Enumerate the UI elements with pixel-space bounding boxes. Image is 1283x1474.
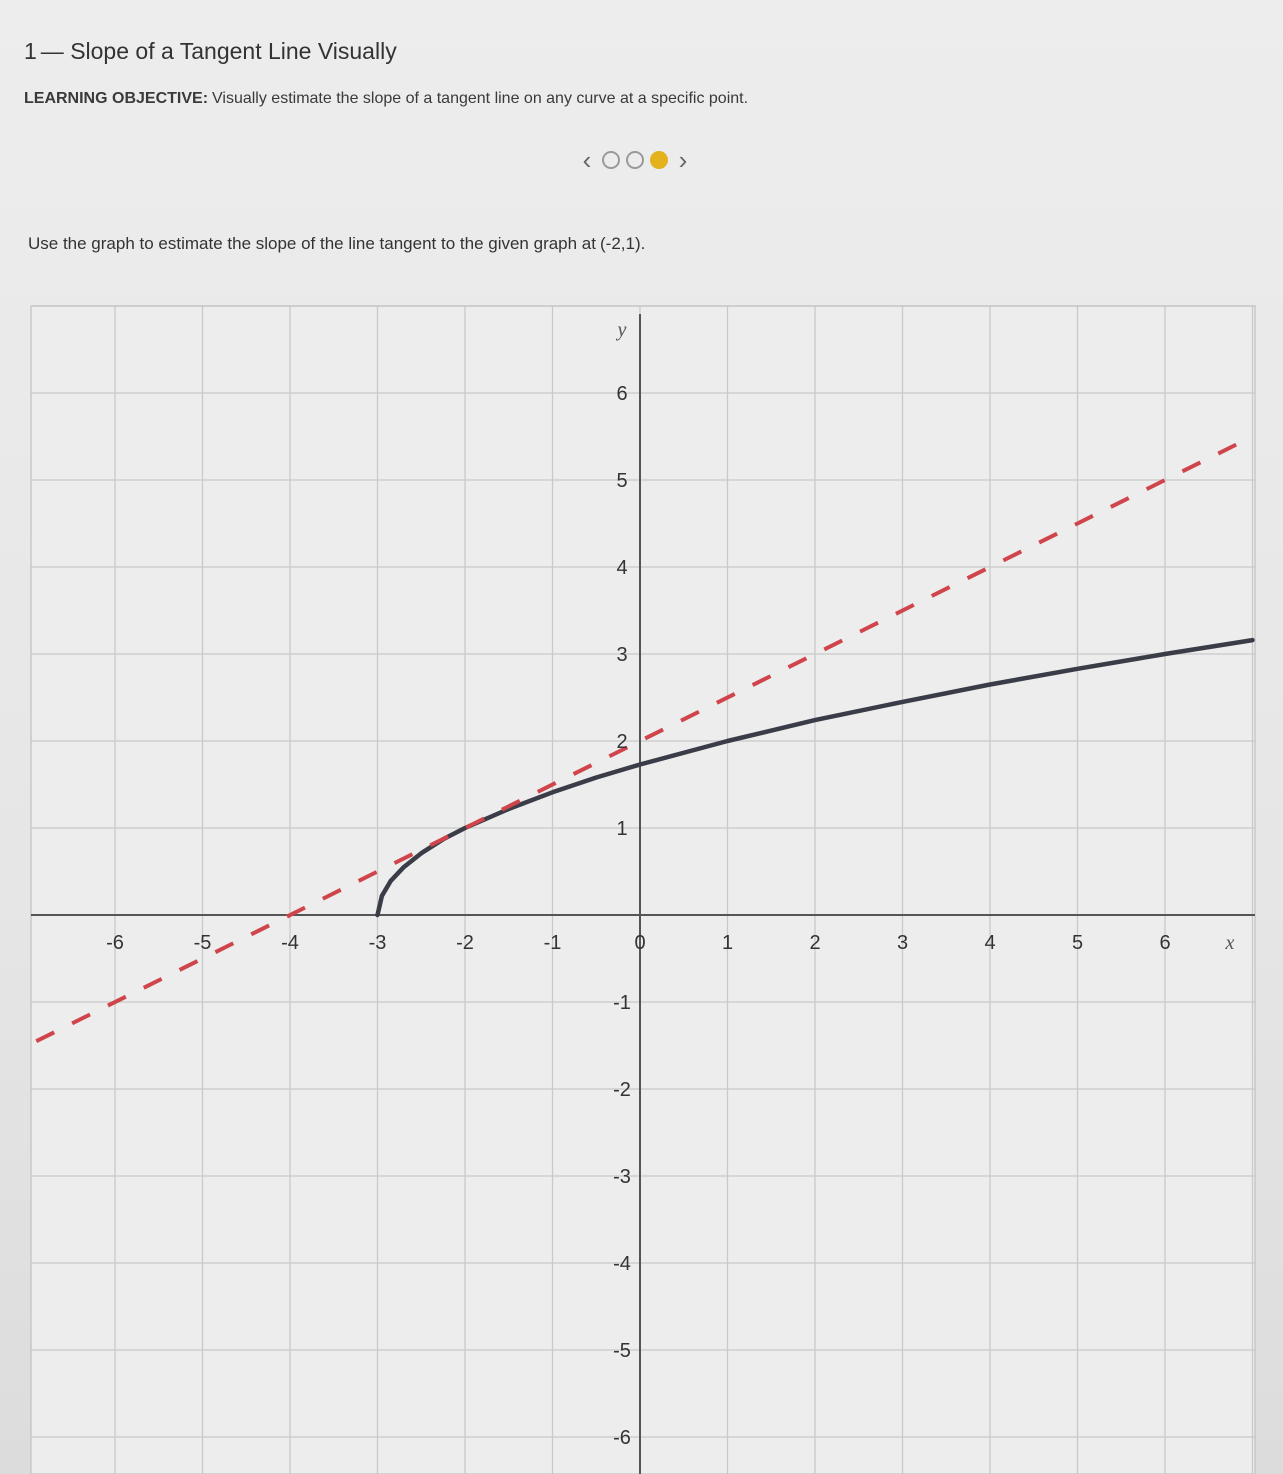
x-tick-label: 3 [896, 932, 909, 954]
y-tick-label: -2 [613, 1079, 631, 1101]
question-number: 1 [24, 38, 37, 64]
x-tick-label: 5 [1071, 932, 1084, 954]
plot-background [31, 306, 1255, 1474]
y-tick-label: 3 [616, 644, 628, 666]
y-tick-label: -3 [613, 1166, 631, 1188]
y-tick-label: -6 [613, 1427, 631, 1449]
title-dash: — [40, 38, 64, 64]
y-tick-label: 2 [616, 731, 628, 753]
x-tick-label: 1 [721, 932, 734, 954]
question-point: (-2,1). [600, 234, 646, 253]
title-text: Slope of a Tangent Line Visually [70, 38, 397, 64]
chevron-left-icon[interactable]: ‹ [582, 145, 592, 175]
y-tick-label: 6 [616, 383, 628, 405]
x-tick-label: -3 [368, 932, 387, 954]
x-tick-label: -1 [543, 932, 562, 954]
y-tick-label: -1 [613, 992, 631, 1014]
x-axis-label: x [1225, 932, 1235, 954]
x-tick-label: 2 [809, 932, 821, 954]
x-tick-label: -6 [106, 932, 124, 954]
x-tick-label: -4 [281, 932, 299, 954]
y-tick-label: 1 [616, 818, 628, 840]
x-tick-label: 4 [984, 932, 996, 954]
x-tick-label: 0 [634, 932, 646, 954]
y-axis-label: y [617, 319, 627, 341]
y-tick-label: 5 [616, 470, 628, 492]
chevron-right-icon[interactable]: › [678, 145, 688, 175]
x-tick-label: 6 [1159, 932, 1171, 954]
y-tick-label: 4 [616, 557, 628, 579]
y-tick-label: -5 [613, 1340, 631, 1362]
y-tick-label: -4 [613, 1253, 631, 1275]
objective-text: Visually estimate the slope of a tangent line on any curve at a specific point. [212, 90, 749, 107]
x-tick-label: -5 [193, 932, 212, 954]
question-text: Use the graph to estimate the slope of the line tangent to the given graph at [28, 234, 596, 253]
x-tick-label: -2 [456, 932, 474, 954]
objective-label: LEARNING OBJECTIVE: [24, 90, 209, 107]
